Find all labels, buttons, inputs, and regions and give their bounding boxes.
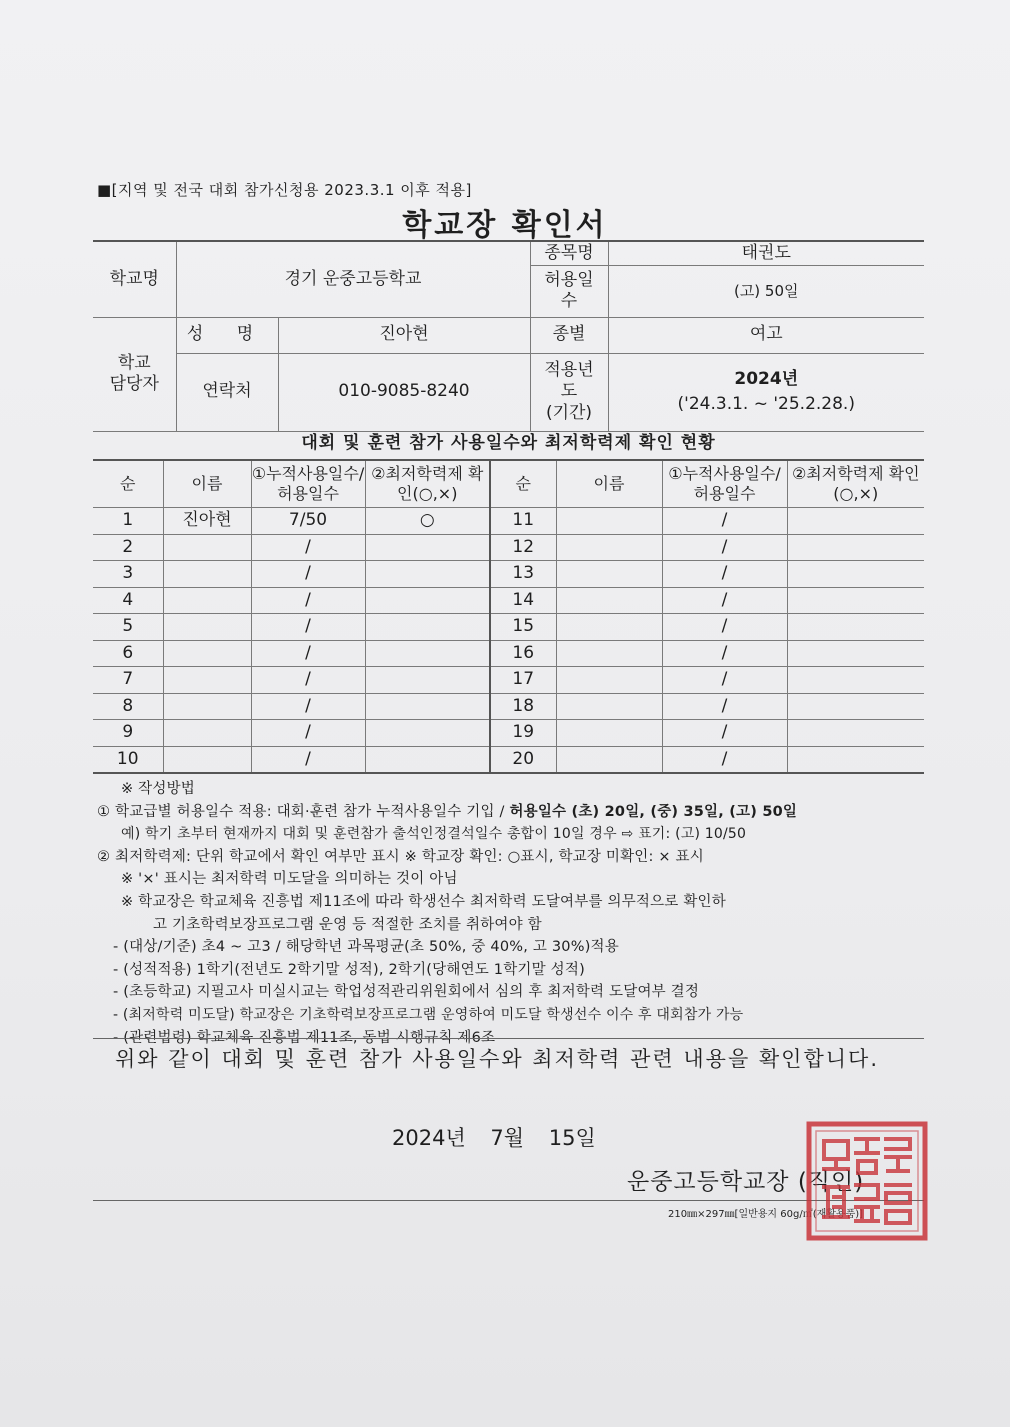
row-name	[163, 534, 251, 561]
row-usage: /	[662, 561, 787, 588]
row-name	[163, 614, 251, 641]
row-name	[163, 720, 251, 747]
row-name	[163, 561, 251, 588]
row-name	[163, 746, 251, 773]
row-num: 2	[93, 534, 163, 561]
row-check	[365, 693, 490, 720]
row-num: 20	[490, 746, 556, 773]
row-usage: 7/50	[251, 508, 365, 535]
principal-signature: 운중고등학교장 (직인)	[627, 1169, 865, 1195]
row-check	[787, 746, 924, 773]
detail-2: - (성적적용) 1학기(전년도 2학기말 성적), 2학기(당해연도 1학기말 성적)	[113, 961, 585, 978]
manager-label-line2: 담당자	[109, 374, 159, 394]
row-name	[556, 667, 662, 694]
status-table	[93, 459, 924, 774]
row-usage: /	[251, 746, 365, 773]
manager-label	[93, 317, 176, 431]
row-check	[365, 587, 490, 614]
row-name	[556, 508, 662, 535]
notes-heading: ※ 작성방법	[121, 781, 195, 797]
row-check	[787, 693, 924, 720]
year-cell	[608, 353, 924, 431]
row-usage: /	[251, 587, 365, 614]
row-check	[365, 667, 490, 694]
row-name	[556, 614, 662, 641]
row-check	[787, 614, 924, 641]
table-row	[93, 534, 924, 561]
writing-instructions	[97, 778, 927, 1049]
row-name	[556, 587, 662, 614]
row-check	[787, 534, 924, 561]
col-num-left: 순	[93, 460, 163, 508]
note-2: ② 최저학력제: 단위 학교에서 확인 여부만 표시 ※ 학교장 확인: ○표시, 학교장 미확인: × 표시	[97, 848, 704, 865]
contact-label: 연락처	[176, 353, 278, 431]
row-check	[787, 667, 924, 694]
row-num: 16	[490, 640, 556, 667]
row-name	[163, 640, 251, 667]
row-name	[556, 640, 662, 667]
row-usage: /	[251, 720, 365, 747]
col-check-left: ②최저학력제 확인(○,×)	[365, 460, 490, 508]
table-row	[93, 746, 924, 773]
official-seal-stamp	[806, 1121, 928, 1241]
row-usage: /	[662, 746, 787, 773]
row-name	[556, 720, 662, 747]
row-usage: /	[662, 640, 787, 667]
row-check	[365, 720, 490, 747]
note-1-text: ① 학교급별 허용일수 적용: 대회·훈련 참가 누적사용일수 기입 /	[97, 803, 510, 820]
col-num-right: 순	[490, 460, 556, 508]
row-check	[365, 640, 490, 667]
separator-bottom	[93, 1200, 924, 1201]
row-usage: /	[662, 720, 787, 747]
row-num: 18	[490, 693, 556, 720]
row-usage: /	[662, 667, 787, 694]
confirmation-date: 2024년 7월 15일	[392, 1126, 596, 1150]
row-num: 4	[93, 587, 163, 614]
table-row	[93, 720, 924, 747]
row-name: 진아현	[163, 508, 251, 535]
row-name	[556, 561, 662, 588]
table-row	[93, 614, 924, 641]
row-check	[787, 508, 924, 535]
row-num: 5	[93, 614, 163, 641]
note-1-example: 예) 학기 초부터 현재까지 대회 및 훈련참가 출석인정결석일수 총합이 10일 경우 ⇨ 표기: (고) 10/50	[121, 826, 747, 843]
document-title: 학교장 확인서	[402, 208, 608, 243]
detail-5: - (관련법령) 학교체육 진흥법 제11조, 동법 시행규칙 제6조	[113, 1029, 496, 1046]
row-check	[365, 614, 490, 641]
row-check: ○	[365, 508, 490, 535]
row-name	[556, 746, 662, 773]
paper-spec-note: 210㎜×297㎜[일반용지 60g/㎡(재활용품)]	[668, 1209, 864, 1220]
table-row	[93, 561, 924, 588]
period-value: ('24.3.1. ~ '25.2.28.)	[677, 394, 855, 414]
gender-value: 여고	[608, 317, 924, 353]
gender-label: 종별	[530, 317, 608, 353]
manager-label-line1: 학교	[117, 352, 151, 373]
table-row	[93, 693, 924, 720]
row-num: 17	[490, 667, 556, 694]
row-usage: /	[662, 587, 787, 614]
form-usage-note: ■[지역 및 전국 대회 참가신청용 2023.3.1 이후 적용]	[97, 181, 472, 199]
year-value: 2024년	[734, 368, 799, 389]
table-row	[93, 587, 924, 614]
row-usage: /	[662, 508, 787, 535]
row-num: 14	[490, 587, 556, 614]
note-1-bold: 허용일수 (초) 20일, (중) 35일, (고) 50일	[509, 803, 798, 820]
row-name	[163, 667, 251, 694]
col-name-right: 이름	[556, 460, 662, 508]
detail-3: - (초등학교) 지필고사 미실시교는 학업성적관리위원회에서 심의 후 최저학력 도달여부 결정	[113, 984, 700, 1001]
row-num: 15	[490, 614, 556, 641]
row-name	[556, 693, 662, 720]
note-2-sub-2b: 고 기초학력보장프로그램 운영 등 적절한 조치를 취하여야 함	[153, 916, 542, 933]
status-title: 대회 및 훈련 참가 사용일수와 최저학력제 확인 현황	[301, 433, 716, 453]
row-check	[365, 561, 490, 588]
col-usage-right: ①누적사용일수/허용일수	[662, 460, 787, 508]
name-label: 성 명	[176, 317, 278, 353]
row-usage: /	[251, 561, 365, 588]
row-num: 8	[93, 693, 163, 720]
row-num: 1	[93, 508, 163, 535]
allowed-days-label: 허용일수	[530, 265, 608, 317]
row-usage: /	[662, 614, 787, 641]
row-num: 7	[93, 667, 163, 694]
note-2-sub-1: ※ '×' 표시는 최저학력 미도달을 의미하는 것이 아님	[121, 871, 458, 888]
row-usage: /	[251, 640, 365, 667]
allowed-days-value: (고) 50일	[608, 265, 924, 317]
col-check-right: ②최저학력제 확인(○,×)	[787, 460, 924, 508]
row-check	[365, 534, 490, 561]
row-check	[787, 640, 924, 667]
event-value: 태권도	[608, 241, 924, 265]
confirmation-text: 위와 같이 대회 및 훈련 참가 사용일수와 최저학력 관련 내용을 확인합니다.	[115, 1047, 880, 1071]
row-num: 6	[93, 640, 163, 667]
name-value: 진아현	[278, 317, 530, 353]
row-usage: /	[662, 693, 787, 720]
info-table	[93, 240, 924, 432]
contact-value: 010-9085-8240	[278, 353, 530, 431]
row-num: 3	[93, 561, 163, 588]
row-num: 12	[490, 534, 556, 561]
row-num: 11	[490, 508, 556, 535]
row-usage: /	[251, 614, 365, 641]
row-usage: /	[251, 693, 365, 720]
row-num: 10	[93, 746, 163, 773]
table-row	[93, 667, 924, 694]
table-row	[93, 508, 924, 535]
school-label: 학교명	[93, 241, 176, 317]
row-check	[787, 720, 924, 747]
detail-1: - (대상/기준) 초4 ~ 고3 / 해당학년 과목평균(초 50%, 중 40%, 고 30%)적용	[113, 939, 619, 956]
row-num: 19	[490, 720, 556, 747]
row-name	[163, 587, 251, 614]
event-label: 종목명	[530, 241, 608, 265]
separator-top	[93, 1038, 924, 1039]
detail-4: - (최저학력 미도달) 학교장은 기초학력보장프로그램 운영하여 미도달 학생선수 이수 후 대회참가 가능	[113, 1006, 744, 1023]
note-2-sub-2a: ※ 학교장은 학교체육 진흥법 제11조에 따라 학생선수 최저학력 도달여부를 의무적으로 확인하	[121, 893, 726, 910]
school-value: 경기 운중고등학교	[176, 241, 530, 317]
row-usage: /	[662, 534, 787, 561]
row-num: 13	[490, 561, 556, 588]
row-check	[787, 587, 924, 614]
row-check	[365, 746, 490, 773]
row-name	[556, 534, 662, 561]
col-usage-left: ①누적사용일수/허용일수	[251, 460, 365, 508]
row-usage: /	[251, 534, 365, 561]
row-name	[163, 693, 251, 720]
row-usage: /	[251, 667, 365, 694]
table-row	[93, 640, 924, 667]
note-1	[97, 801, 927, 824]
col-name-left: 이름	[163, 460, 251, 508]
year-label: 적용년도 (기간)	[530, 353, 608, 431]
row-num: 9	[93, 720, 163, 747]
row-check	[787, 561, 924, 588]
